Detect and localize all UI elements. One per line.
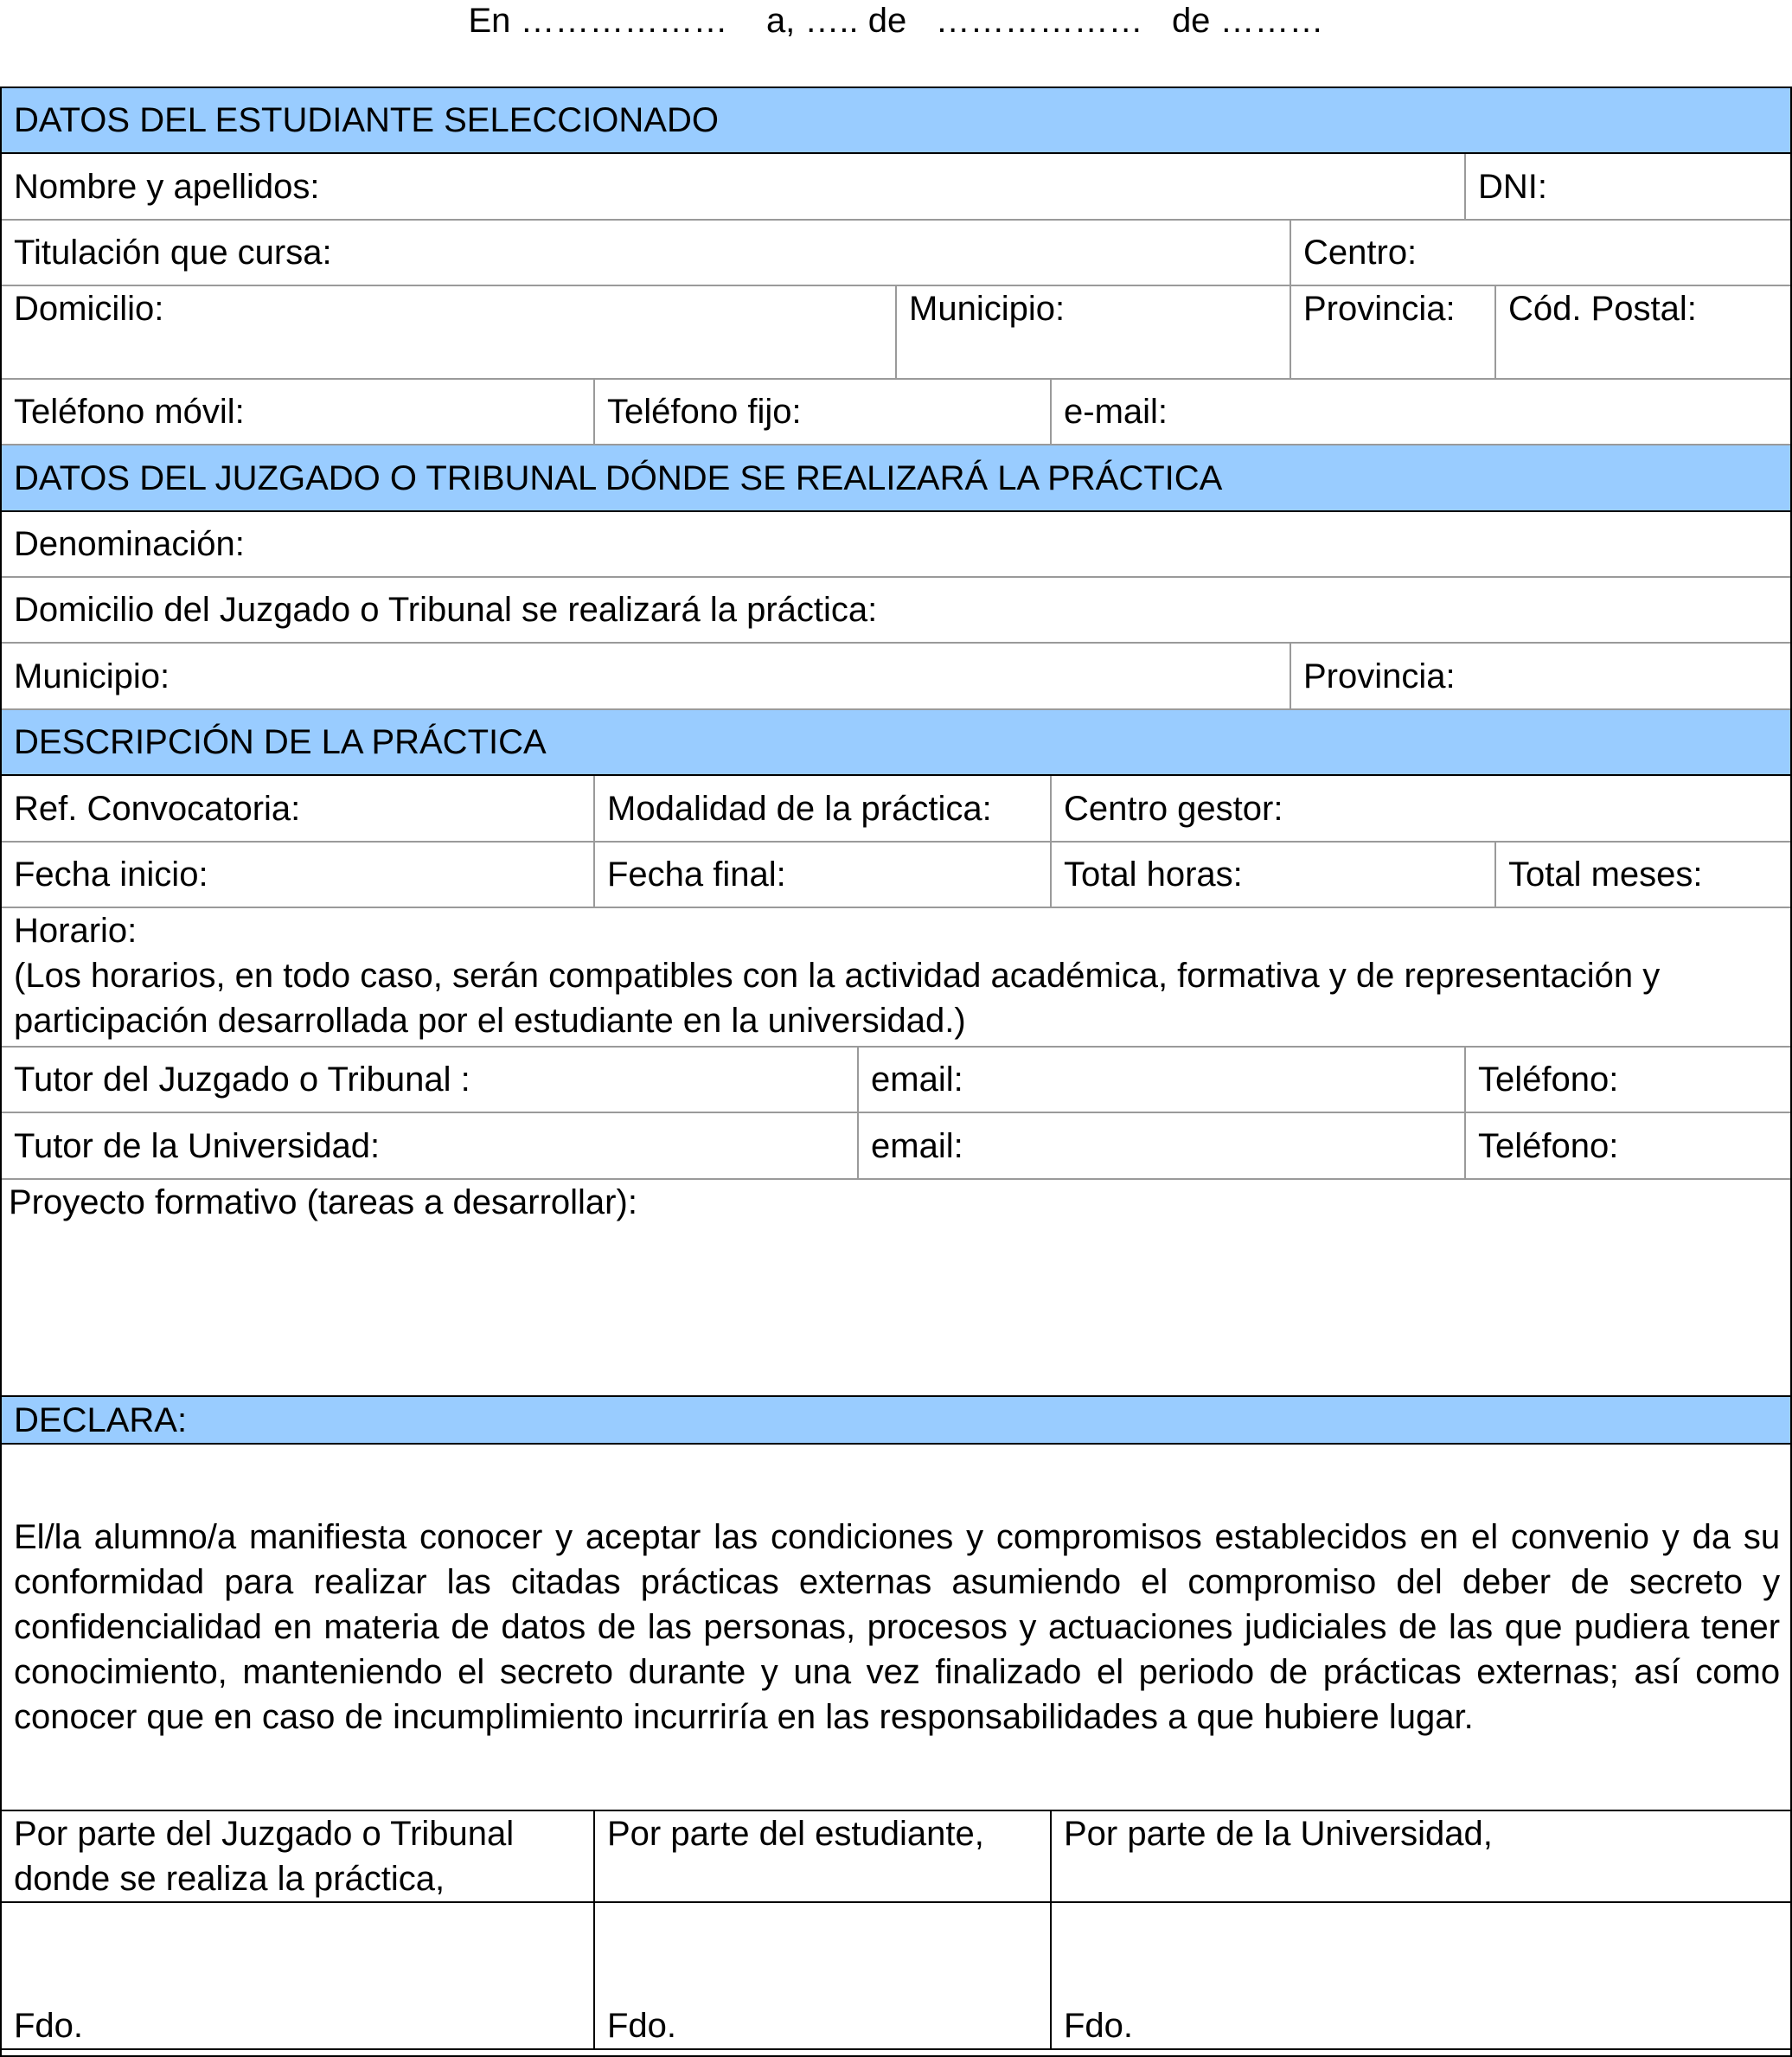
court-header-label: DATOS DEL JUZGADO O TRIBUNAL DÓNDE SE REALIZARÁ LA PRÁCTICA bbox=[1, 445, 1792, 511]
start-date-field[interactable]: Fecha inicio: bbox=[1, 842, 594, 907]
student-municipality-field[interactable]: Municipio: bbox=[896, 285, 1290, 379]
practice-mode-field[interactable]: Modalidad de la práctica: bbox=[594, 775, 1051, 842]
date-month: ……………… bbox=[935, 2, 1143, 40]
declara-section-header bbox=[1, 1396, 1792, 1444]
university-tutor-phone-field[interactable]: Teléfono: bbox=[1465, 1112, 1792, 1179]
student-email-field[interactable]: e-mail: bbox=[1051, 379, 1792, 445]
signature-university-label: Por parte de la Universidad, bbox=[1051, 1810, 1792, 1902]
fdo-university: Fdo. bbox=[1064, 2007, 1134, 2045]
court-name-field[interactable]: Denominación: bbox=[1, 511, 1792, 577]
signature-court-box[interactable] bbox=[1, 1902, 594, 2049]
end-date-field[interactable]: Fecha final: bbox=[594, 842, 1051, 907]
student-phone-field[interactable]: Teléfono fijo: bbox=[594, 379, 1051, 445]
signature-university-box[interactable] bbox=[1051, 1902, 1792, 2049]
date-day: a, ….. de bbox=[765, 2, 907, 40]
court-tutor-field[interactable]: Tutor del Juzgado o Tribunal : bbox=[1, 1047, 858, 1112]
signature-student-box[interactable] bbox=[594, 1902, 1051, 2049]
student-degree-field[interactable]: Titulación que cursa: bbox=[1, 220, 1290, 285]
declara-header-label: DECLARA: bbox=[1, 1396, 1792, 1444]
university-tutor-email-field[interactable]: email: bbox=[858, 1112, 1465, 1179]
student-address-field[interactable]: Domicilio: bbox=[1, 285, 896, 379]
total-months-field[interactable]: Total meses: bbox=[1495, 842, 1792, 907]
total-hours-field[interactable]: Total horas: bbox=[1051, 842, 1495, 907]
student-center-field[interactable]: Centro: bbox=[1290, 220, 1792, 285]
court-province-field[interactable]: Provincia: bbox=[1290, 643, 1792, 709]
fdo-student: Fdo. bbox=[607, 2007, 677, 2045]
schedule-note: (Los horarios, en todo caso, serán compatibles con la actividad académica, formativa y de representación y participación desarrollada por el estudiante en la universidad.) bbox=[14, 957, 1661, 1040]
date-line bbox=[0, 0, 1792, 52]
student-header-label: DATOS DEL ESTUDIANTE SELECCIONADO bbox=[1, 87, 1792, 153]
student-section-header bbox=[1, 87, 1792, 153]
student-dni-field[interactable]: DNI: bbox=[1465, 153, 1792, 220]
managing-center-field[interactable]: Centro gestor: bbox=[1051, 775, 1792, 842]
court-section-header bbox=[1, 445, 1792, 511]
practice-section-header bbox=[1, 709, 1792, 775]
university-tutor-field[interactable]: Tutor de la Universidad: bbox=[1, 1112, 858, 1179]
court-address-field[interactable]: Domicilio del Juzgado o Tribunal se realizará la práctica: bbox=[1, 577, 1792, 643]
court-tutor-email-field[interactable]: email: bbox=[858, 1047, 1465, 1112]
schedule-label: Horario: bbox=[14, 912, 138, 950]
practice-header-label: DESCRIPCIÓN DE LA PRÁCTICA bbox=[1, 709, 1792, 775]
court-tutor-phone-field[interactable]: Teléfono: bbox=[1465, 1047, 1792, 1112]
date-year: de ……… bbox=[1171, 2, 1324, 40]
student-name-field[interactable]: Nombre y apellidos: bbox=[1, 153, 1465, 220]
call-reference-field[interactable]: Ref. Convocatoria: bbox=[1, 775, 594, 842]
signature-court-label: Por parte del Juzgado o Tribunal donde se realiza la práctica, bbox=[1, 1810, 594, 1902]
practice-form bbox=[0, 87, 1792, 2050]
student-mobile-field[interactable]: Teléfono móvil: bbox=[1, 379, 594, 445]
signature-student-label: Por parte del estudiante, bbox=[594, 1810, 1051, 1902]
schedule-field[interactable] bbox=[1, 907, 1792, 1047]
training-project-field[interactable]: Proyecto formativo (tareas a desarrollar): bbox=[1, 1179, 1792, 1396]
date-place: En ……………… bbox=[468, 2, 728, 40]
fdo-court: Fdo. bbox=[14, 2007, 84, 2045]
student-province-field[interactable]: Provincia: bbox=[1290, 285, 1495, 379]
declaration-text: El/la alumno/a manifiesta conocer y aceptar las condiciones y compromisos establecidos en el convenio y da su conformidad para realizar las citadas prácticas externas asumiendo el compromiso del deber de secreto y confidencialidad en materia de datos de las personas, procesos y actuaciones judiciales de las que pudiera tener conocimiento, manteniendo el secreto durante y una vez finalizado el periodo de prácticas externas; así como conocer que en caso de incumplimiento incurriría en las responsabilidades a que hubiere lugar. bbox=[1, 1444, 1792, 1810]
student-postal-code-field[interactable]: Cód. Postal: bbox=[1495, 285, 1792, 379]
court-municipality-field[interactable]: Municipio: bbox=[1, 643, 1290, 709]
